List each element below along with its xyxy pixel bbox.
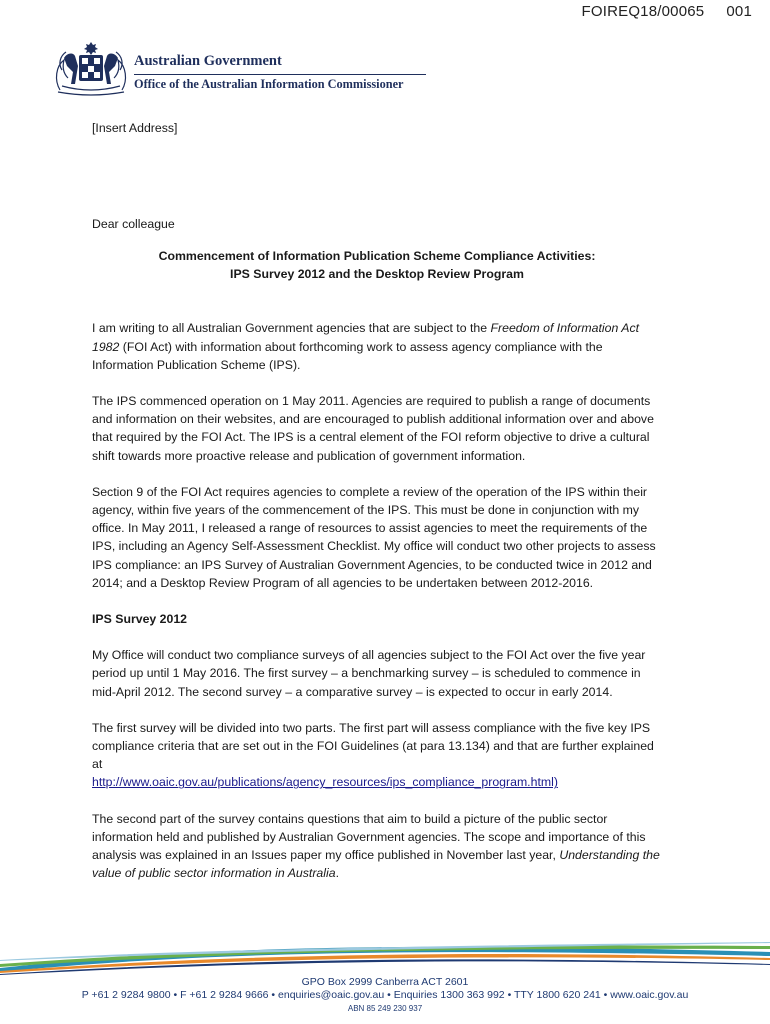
subject-line-2: IPS Survey 2012 and the Desktop Review Program [230, 267, 524, 282]
ips-compliance-link[interactable]: http://www.oaic.gov.au/publications/agency_resources/ips_compliance_program.html) [92, 775, 558, 790]
intro-text-end: (FOI Act) with information about forthcoming work to assess agency compliance with the Information Publication Scheme (IPS). [92, 339, 603, 372]
letterhead-divider [134, 74, 426, 75]
address-placeholder: [Insert Address] [92, 121, 178, 135]
paragraph-section-9: Section 9 of the FOI Act requires agencies to complete a review of the operation of the IPS within their agency, within five years of the commencement of the IPS. This must be done in conjunction with my office. In May 2011, I released a range of resources to assist agencies to meet the requirements of the IPS, including an Agency Self-Assessment Checklist. My office will conduct two other projects to assess IPS compliance: an IPS Survey of Australian Government Agencies, to be conducted twice in 2012 and 2014; and a Desktop Review Program of all agencies to be undertaken between 2012-2016. [92, 484, 656, 590]
document-reference [581, 3, 752, 20]
paragraph-ips-commenced: The IPS commenced operation on 1 May 2011. Agencies are required to publish a range of documents and information on their websites, and are encouraged to publish additional information over and above that required by the FOI Act. The IPS is a central element of the FOI reform objective to drive a cultural shift towards more proactive release and publication of government information. [92, 394, 654, 463]
subject-line-1: Commencement of Information Publication Scheme Compliance Activities: [158, 249, 596, 264]
footer-swoosh-graphic [0, 938, 770, 978]
second-part-end: . [335, 866, 339, 881]
salutation: Dear colleague [92, 217, 175, 232]
government-name: Australian Government [134, 53, 282, 69]
paragraph-first-survey [92, 719, 662, 792]
page-number: 001 [726, 3, 752, 20]
act-title: Freedom of Information Act 1982 [92, 321, 640, 354]
foi-request-number: FOIREQ18/00065 [581, 3, 705, 20]
second-part-text: The second part of the survey contains questions that aim to build a picture of the public sector information held and published by Australian Government agencies. The scope and importance of this analysis was explained in an Issues paper my office published in November last year, [92, 811, 646, 863]
paragraph-intro [92, 319, 662, 374]
section-heading-ips-survey: IPS Survey 2012 [92, 612, 188, 627]
subject-heading [92, 247, 662, 283]
footer-contact-details: P +61 2 9284 9800 • F +61 2 9284 9666 • enquiries@oaic.gov.au • Enquiries 1300 363 992 • TTY 1800 620 241 • www.oaic.gov.au [81, 989, 689, 1001]
first-survey-text: The first survey will be divided into two parts. The first part will assess compliance with the five key IPS compliance criteria that are set out in the FOI Guidelines (at para 13.134) and that are further explained at [92, 720, 654, 772]
paragraph-compliance-surveys: My Office will conduct two compliance surveys of all agencies subject to the FOI Act over the five year period up until 1 May 2016. The first survey – a benchmarking survey – is scheduled to commence in mid-April 2012. The second survey – a comparative survey – is expected to occur in early 2014. [92, 648, 646, 699]
coat-of-arms-icon [52, 40, 130, 98]
office-name: Office of the Australian Information Commissioner [134, 77, 404, 91]
footer-abn: ABN 85 249 230 937 [347, 1004, 423, 1013]
letter-footer [0, 938, 770, 1024]
intro-text: I am writing to all Australian Government agencies that are subject to the [92, 321, 491, 336]
letterhead [52, 40, 432, 98]
paragraph-second-part [92, 810, 662, 883]
issues-paper-title: Understanding the value of public sector information in Australia [92, 848, 660, 881]
footer-postal-address: GPO Box 2999 Canberra ACT 2601 [301, 976, 469, 988]
letter-body [92, 119, 662, 900]
